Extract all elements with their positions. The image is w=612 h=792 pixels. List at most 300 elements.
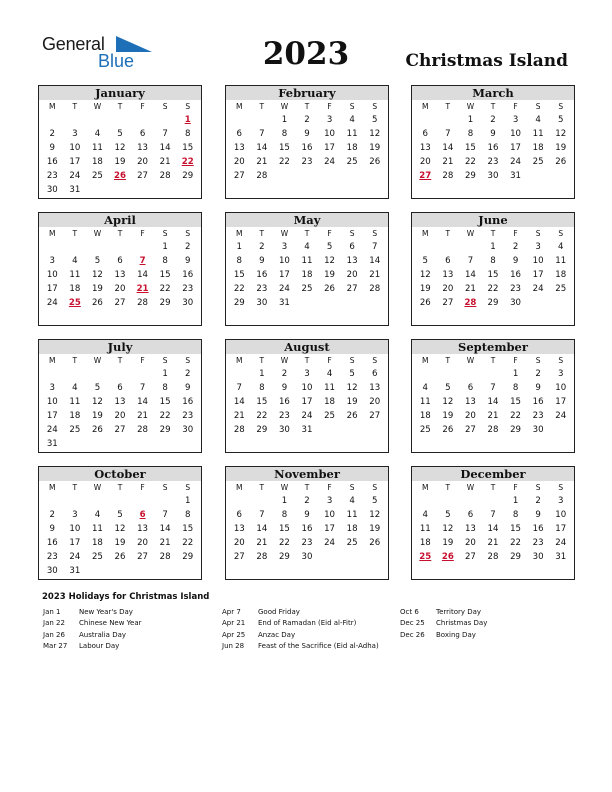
day-cell: 18 <box>346 524 358 534</box>
weekday-label: W <box>280 102 289 111</box>
day-cell: 20 <box>137 538 149 548</box>
weekday-label: S <box>535 356 541 365</box>
day-cell: 20 <box>442 284 454 294</box>
day-cell: 23 <box>182 284 194 294</box>
day-cell: 15 <box>256 397 268 407</box>
month-name: May <box>226 213 388 227</box>
day-cell: 21 <box>233 411 245 421</box>
day-cell: 4 <box>326 369 333 379</box>
day-cell: 10 <box>510 129 522 139</box>
holiday-entry <box>222 641 379 652</box>
day-cell: 30 <box>532 552 544 562</box>
day-grid <box>39 481 201 578</box>
empty-day-cell <box>64 113 87 127</box>
day-cell: 5 <box>326 242 333 252</box>
holiday-entry <box>43 607 142 618</box>
day-grid <box>226 227 388 310</box>
empty-day-cell <box>64 240 87 254</box>
holiday-day-cell: 6 <box>139 510 146 520</box>
day-cell: 24 <box>301 411 313 421</box>
holiday-date: Apr 25 <box>222 630 246 639</box>
day-cell: 7 <box>259 510 265 520</box>
weekday-label: T <box>259 229 265 238</box>
day-cell: 31 <box>69 566 81 576</box>
day-cell: 13 <box>464 397 476 407</box>
empty-day-cell <box>131 367 154 381</box>
holiday-name: Labour Day <box>79 641 120 650</box>
day-grid <box>226 354 388 437</box>
weekday-label: T <box>304 229 310 238</box>
day-cell: 19 <box>91 284 103 294</box>
day-cell: 22 <box>233 284 245 294</box>
day-cell: 14 <box>233 397 245 407</box>
day-cell: 25 <box>324 411 336 421</box>
empty-day-cell <box>154 113 177 127</box>
day-cell: 17 <box>555 397 567 407</box>
weekday-label: S <box>372 483 378 492</box>
day-cell: 17 <box>532 270 544 280</box>
day-cell: 15 <box>182 524 194 534</box>
day-cell: 29 <box>182 171 194 181</box>
month-december <box>411 466 575 580</box>
day-cell: 6 <box>117 383 123 393</box>
day-cell: 2 <box>49 510 56 520</box>
weekday-label: S <box>558 102 564 111</box>
day-cell: 31 <box>69 185 81 195</box>
day-cell: 12 <box>114 143 126 153</box>
day-cell: 16 <box>532 397 544 407</box>
day-grid <box>412 354 574 437</box>
day-cell: 25 <box>301 284 313 294</box>
holiday-date: Mar 27 <box>43 641 68 650</box>
month-name: October <box>39 467 201 481</box>
day-cell: 5 <box>371 115 378 125</box>
day-cell: 10 <box>555 510 567 520</box>
weekday-label: M <box>422 356 429 365</box>
day-cell: 6 <box>422 129 429 139</box>
weekday-label: S <box>185 356 191 365</box>
weekday-label: M <box>236 483 243 492</box>
day-cell: 31 <box>46 439 58 449</box>
day-cell: 21 <box>369 270 381 280</box>
weekday-label: S <box>535 229 541 238</box>
day-cell: 19 <box>114 157 126 167</box>
holiday-day-cell: 26 <box>441 552 454 562</box>
weekday-label: F <box>140 483 145 492</box>
day-cell: 30 <box>301 552 313 562</box>
day-cell: 8 <box>512 510 519 520</box>
holiday-name: Christmas Day <box>436 619 488 628</box>
day-cell: 19 <box>369 524 381 534</box>
month-name: March <box>412 86 574 100</box>
empty-day-cell <box>131 113 154 127</box>
month-name: August <box>226 340 388 354</box>
day-cell: 30 <box>46 185 58 195</box>
day-cell: 12 <box>91 397 103 407</box>
month-june <box>411 212 575 326</box>
holidays-title: 2023 Holidays for Christmas Island <box>42 592 210 602</box>
day-cell: 11 <box>69 270 81 280</box>
weekday-label: S <box>349 483 355 492</box>
empty-day-cell <box>64 494 87 508</box>
day-cell: 16 <box>46 538 58 548</box>
weekday-label: S <box>372 229 378 238</box>
day-cell: 4 <box>422 383 429 393</box>
holiday-day-cell: 28 <box>464 298 477 308</box>
day-cell: 30 <box>510 298 522 308</box>
holiday-date: Jan 1 <box>43 608 61 616</box>
day-cell: 18 <box>91 538 103 548</box>
day-cell: 12 <box>369 129 381 139</box>
day-cell: 12 <box>442 524 454 534</box>
day-cell: 16 <box>256 270 268 280</box>
month-august <box>225 339 389 453</box>
day-cell: 30 <box>278 425 290 435</box>
day-cell: 5 <box>117 129 123 139</box>
month-september <box>411 339 575 453</box>
day-cell: 27 <box>464 552 476 562</box>
holiday-day-cell: 22 <box>181 157 194 167</box>
day-cell: 25 <box>91 552 103 562</box>
empty-day-cell <box>64 367 87 381</box>
weekday-label: S <box>162 229 168 238</box>
month-name: February <box>226 86 388 100</box>
day-cell: 17 <box>324 143 336 153</box>
weekday-label: F <box>327 356 332 365</box>
day-cell: 1 <box>259 369 265 379</box>
day-cell: 15 <box>487 270 499 280</box>
day-cell: 14 <box>137 270 149 280</box>
day-cell: 29 <box>510 552 522 562</box>
empty-day-cell <box>86 494 109 508</box>
day-cell: 29 <box>510 425 522 435</box>
day-cell: 17 <box>46 411 58 421</box>
holiday-name: Feast of the Sacrifice (Eid al-Adha) <box>258 641 379 650</box>
country-name: Christmas Island <box>405 51 568 71</box>
day-cell: 21 <box>464 284 476 294</box>
day-cell: 26 <box>369 157 381 167</box>
day-cell: 13 <box>369 383 381 393</box>
day-cell: 20 <box>114 284 126 294</box>
day-cell: 6 <box>445 256 451 266</box>
weekday-label: M <box>49 356 56 365</box>
day-cell: 22 <box>510 411 522 421</box>
day-cell: 15 <box>278 143 290 153</box>
day-cell: 1 <box>512 496 519 506</box>
day-cell: 21 <box>159 157 171 167</box>
holiday-date: Jan 26 <box>43 630 65 639</box>
day-cell: 26 <box>346 411 358 421</box>
day-cell: 11 <box>91 524 103 534</box>
day-cell: 29 <box>487 298 499 308</box>
day-cell: 9 <box>49 143 56 153</box>
weekday-label: T <box>117 229 123 238</box>
day-cell: 3 <box>49 383 56 393</box>
day-cell: 21 <box>256 157 268 167</box>
empty-day-cell <box>437 494 460 508</box>
day-grid <box>226 481 388 564</box>
day-cell: 13 <box>442 270 454 280</box>
day-cell: 1 <box>184 496 191 506</box>
day-cell: 15 <box>159 270 171 280</box>
day-cell: 14 <box>369 256 381 266</box>
day-cell: 28 <box>487 425 499 435</box>
month-november <box>225 466 389 580</box>
weekday-label: M <box>236 356 243 365</box>
empty-day-cell <box>109 494 132 508</box>
day-cell: 11 <box>324 383 336 393</box>
day-cell: 4 <box>349 496 355 506</box>
day-cell: 14 <box>487 397 499 407</box>
empty-day-cell <box>131 494 154 508</box>
weekday-label: T <box>72 356 78 365</box>
day-cell: 5 <box>445 510 451 520</box>
day-cell: 8 <box>281 510 288 520</box>
holiday-entry <box>400 607 487 618</box>
day-cell: 2 <box>281 369 288 379</box>
day-cell: 19 <box>114 538 126 548</box>
day-cell: 25 <box>346 157 358 167</box>
day-cell: 27 <box>464 425 476 435</box>
day-cell: 22 <box>159 411 171 421</box>
month-name: April <box>39 213 201 227</box>
day-cell: 20 <box>419 157 431 167</box>
empty-day-cell <box>41 367 64 381</box>
day-cell: 23 <box>46 171 58 181</box>
day-cell: 24 <box>46 298 58 308</box>
day-cell: 10 <box>69 143 81 153</box>
day-cell: 9 <box>184 256 191 266</box>
day-cell: 4 <box>72 256 78 266</box>
day-cell: 16 <box>182 397 194 407</box>
day-cell: 17 <box>278 270 290 280</box>
day-cell: 19 <box>419 284 431 294</box>
day-cell: 3 <box>557 496 564 506</box>
day-cell: 5 <box>117 510 123 520</box>
day-grid <box>412 227 574 310</box>
weekday-label: M <box>49 229 56 238</box>
holiday-name: Good Friday <box>258 608 300 616</box>
weekday-label: S <box>558 356 564 365</box>
day-cell: 22 <box>464 157 476 167</box>
day-cell: 1 <box>281 496 288 506</box>
empty-day-cell <box>109 113 132 127</box>
day-cell: 27 <box>369 411 381 421</box>
day-cell: 23 <box>301 538 313 548</box>
day-cell: 10 <box>324 510 336 520</box>
day-cell: 30 <box>182 425 194 435</box>
day-cell: 21 <box>487 411 499 421</box>
weekday-label: T <box>117 356 123 365</box>
day-grid <box>39 227 201 310</box>
day-cell: 3 <box>557 369 564 379</box>
day-cell: 25 <box>419 425 431 435</box>
day-grid <box>226 100 388 183</box>
day-cell: 14 <box>159 524 171 534</box>
day-cell: 31 <box>278 298 290 308</box>
month-name: September <box>412 340 574 354</box>
holidays-column <box>43 607 142 652</box>
day-cell: 2 <box>184 242 191 252</box>
weekday-label: S <box>558 483 564 492</box>
month-name: June <box>412 213 574 227</box>
weekday-label: T <box>490 483 496 492</box>
logo-general-text: General <box>42 34 105 54</box>
day-cell: 19 <box>324 270 336 280</box>
day-cell: 1 <box>281 115 288 125</box>
day-cell: 6 <box>236 510 243 520</box>
day-cell: 4 <box>72 383 78 393</box>
day-cell: 31 <box>301 425 313 435</box>
day-cell: 11 <box>532 129 544 139</box>
day-cell: 13 <box>137 143 149 153</box>
day-cell: 23 <box>487 157 499 167</box>
day-cell: 13 <box>137 524 149 534</box>
empty-day-cell <box>251 113 274 127</box>
day-cell: 4 <box>422 510 429 520</box>
day-cell: 5 <box>371 496 378 506</box>
holiday-day-cell: 26 <box>114 171 126 181</box>
day-cell: 31 <box>555 552 567 562</box>
weekday-label: W <box>466 356 475 365</box>
day-cell: 29 <box>278 552 290 562</box>
day-cell: 18 <box>419 538 431 548</box>
weekday-label: M <box>236 229 243 238</box>
day-cell: 6 <box>467 383 474 393</box>
day-cell: 9 <box>304 129 310 139</box>
day-cell: 20 <box>233 538 245 548</box>
weekday-label: T <box>259 483 265 492</box>
day-cell: 7 <box>371 242 378 252</box>
weekday-label: T <box>304 356 310 365</box>
day-cell: 12 <box>346 383 358 393</box>
day-cell: 13 <box>114 397 126 407</box>
day-cell: 30 <box>182 298 194 308</box>
day-cell: 29 <box>256 425 268 435</box>
day-cell: 3 <box>72 129 78 139</box>
weekday-label: F <box>140 229 145 238</box>
holiday-entry <box>400 618 487 629</box>
weekday-label: F <box>327 483 332 492</box>
day-cell: 28 <box>137 298 149 308</box>
holiday-day-cell: 21 <box>136 284 149 294</box>
day-cell: 9 <box>304 510 310 520</box>
day-cell: 18 <box>301 270 313 280</box>
day-cell: 12 <box>419 270 431 280</box>
holiday-day-cell: 7 <box>139 256 146 266</box>
weekday-label: T <box>445 356 451 365</box>
day-cell: 2 <box>535 369 541 379</box>
day-cell: 1 <box>512 369 519 379</box>
day-cell: 16 <box>510 270 522 280</box>
holiday-name: Chinese New Year <box>79 619 142 628</box>
day-cell: 5 <box>422 256 429 266</box>
holiday-date: Apr 21 <box>222 619 246 628</box>
weekday-label: T <box>72 229 78 238</box>
day-cell: 27 <box>233 171 245 181</box>
day-cell: 17 <box>555 524 567 534</box>
day-cell: 28 <box>256 171 268 181</box>
weekday-label: F <box>140 356 145 365</box>
calendar-year: 2023 <box>262 36 350 72</box>
day-cell: 30 <box>46 566 58 576</box>
day-cell: 27 <box>346 284 358 294</box>
day-cell: 26 <box>324 284 336 294</box>
day-cell: 6 <box>467 510 474 520</box>
holiday-entry <box>222 630 379 641</box>
weekday-label: F <box>140 102 145 111</box>
day-cell: 17 <box>46 284 58 294</box>
day-cell: 14 <box>159 143 171 153</box>
empty-day-cell <box>41 113 64 127</box>
day-cell: 18 <box>69 411 81 421</box>
empty-day-cell <box>86 367 109 381</box>
day-grid <box>412 100 574 183</box>
day-cell: 16 <box>301 143 313 153</box>
empty-day-cell <box>41 494 64 508</box>
day-cell: 30 <box>532 425 544 435</box>
day-cell: 2 <box>512 242 519 252</box>
day-cell: 5 <box>94 256 101 266</box>
day-cell: 11 <box>346 510 358 520</box>
weekday-label: M <box>422 229 429 238</box>
day-cell: 24 <box>324 538 336 548</box>
day-cell: 29 <box>182 552 194 562</box>
day-cell: 26 <box>419 298 431 308</box>
day-cell: 23 <box>278 411 290 421</box>
day-cell: 20 <box>233 157 245 167</box>
day-cell: 9 <box>281 383 288 393</box>
month-name: January <box>39 86 201 100</box>
day-cell: 2 <box>304 115 310 125</box>
logo-blue-text: Blue <box>98 51 135 71</box>
day-cell: 3 <box>49 256 56 266</box>
day-cell: 4 <box>349 115 355 125</box>
day-cell: 10 <box>46 270 58 280</box>
day-cell: 1 <box>162 242 168 252</box>
day-cell: 12 <box>555 129 567 139</box>
day-cell: 8 <box>162 383 168 393</box>
weekday-label: S <box>162 356 168 365</box>
day-cell: 28 <box>159 552 171 562</box>
day-cell: 13 <box>346 256 358 266</box>
day-cell: 17 <box>324 524 336 534</box>
day-cell: 26 <box>555 157 567 167</box>
day-cell: 10 <box>532 256 544 266</box>
weekday-label: M <box>49 483 56 492</box>
day-cell: 8 <box>162 256 168 266</box>
day-cell: 27 <box>233 552 245 562</box>
day-cell: 11 <box>301 256 313 266</box>
day-cell: 15 <box>278 524 290 534</box>
day-cell: 22 <box>510 538 522 548</box>
weekday-label: W <box>280 229 289 238</box>
day-cell: 28 <box>233 425 245 435</box>
day-cell: 8 <box>184 510 191 520</box>
day-cell: 10 <box>69 524 81 534</box>
day-cell: 28 <box>256 552 268 562</box>
day-cell: 8 <box>467 129 474 139</box>
month-march <box>411 85 575 199</box>
holiday-name: Boxing Day <box>436 630 476 639</box>
holiday-day-cell: 25 <box>419 552 432 562</box>
day-cell: 25 <box>91 171 103 181</box>
day-cell: 23 <box>532 538 544 548</box>
holiday-entry <box>400 630 487 641</box>
weekday-label: S <box>372 102 378 111</box>
day-cell: 28 <box>442 171 454 181</box>
day-cell: 13 <box>419 143 431 153</box>
